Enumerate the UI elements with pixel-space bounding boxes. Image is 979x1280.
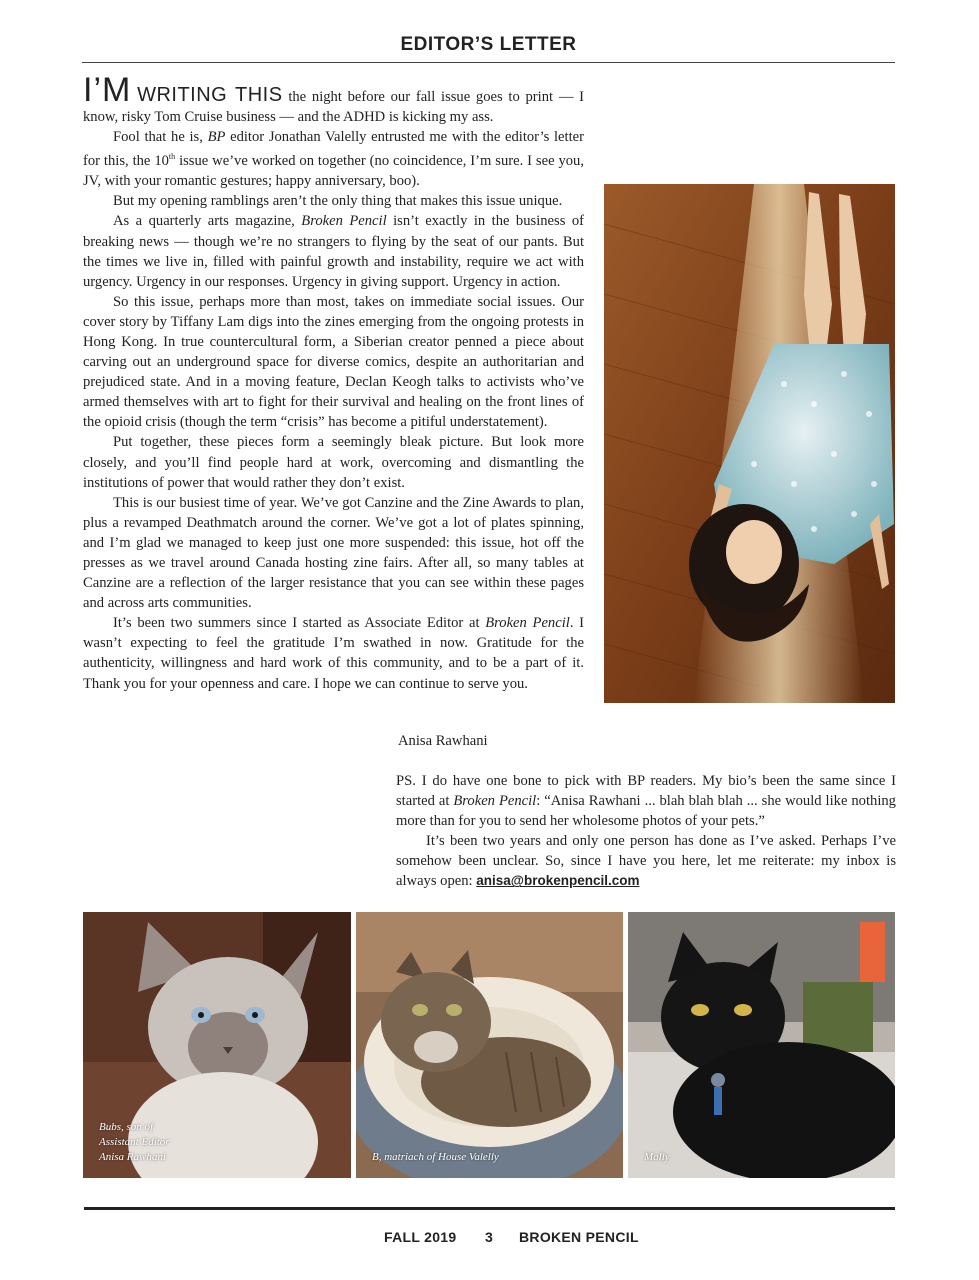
caption-b: B, matriach of House Valelly: [372, 1151, 499, 1163]
footer-page-number: 3: [485, 1229, 494, 1245]
lead-initial: I’M: [83, 71, 132, 109]
magazine-name: Broken Pencil: [453, 793, 537, 810]
ps2-text: It’s been two years and only one person has done as I’ve asked. Perhaps I’ve somehow been unclear. So, since I have you here, let me reiterate: my inbox is always open:: [396, 833, 896, 890]
header-divider: [82, 62, 895, 63]
bp-abbrev: BP: [207, 129, 226, 146]
paragraph-3: But my opening ramblings aren’t the only thing that makes this issue unique.: [113, 193, 563, 210]
postscript: [396, 771, 896, 892]
ps-paragraph-2: [396, 831, 896, 891]
ps-paragraph-1: [396, 771, 896, 831]
p4-text-a: As a quarterly arts magazine,: [113, 213, 295, 230]
p2-text-c: issue we’ve worked on together (no coincidence, I’m sure. I see you, JV, with your romantic gestures; happy anniversary, boo).: [83, 153, 584, 190]
cat-photo-molly: [628, 912, 895, 1178]
magazine-name: Broken Pencil: [301, 213, 387, 230]
p4-text-b: isn’t exactly in the business of breaking news — though we’re no strangers to flying by the seat of our pants. But the times we live in, filled with painful growth and instability, require we act with urgency. Urgency in our responses. Urgency in giving support. Urgency in action.: [83, 213, 585, 290]
editor-photo: [604, 184, 895, 703]
section-title: EDITOR’S LETTER: [400, 34, 577, 55]
caption-molly: Molly: [644, 1151, 670, 1163]
p8-text-a: It’s been two summers since I started as Associate Editor at: [113, 615, 480, 632]
paragraph-2: [83, 127, 584, 191]
p8-text-b: . I wasn’t expecting to feel the gratitude I’m swathed in now. Gratitude for the authenticity, willingness and hard work of this community, and to be a part of it. Thank you for your openness and care. I hope we can continue to serve you.: [83, 615, 585, 692]
footer-magazine-name: BROKEN PENCIL: [519, 1229, 639, 1245]
footer-divider: [84, 1207, 895, 1210]
paragraph-7: This is our busiest time of year. We’ve got Canzine and the Zine Awards to plan, plus a revamped Deathmatch around the corner. We’ve got a lot of plates spinning, and I’m glad we managed to keep just one more suspended: this issue, hot off the presses as we travel around Canada hosting zine fairs. After all, so many tables at Canzine are a reflection of the larger resistance that you can see within these pages and across arts communities.: [83, 494, 584, 612]
footer-issue: FALL 2019: [384, 1229, 457, 1245]
editors-letter-body: [83, 71, 585, 694]
signature: Anisa Rawhani: [398, 733, 488, 749]
cat-photo-bubs: [83, 912, 351, 1178]
paragraph-6: Put together, these pieces form a seemingly bleak picture. But look more closely, and you’ll find people hard at work, overcoming and dismantling the institutions of power that would rather they don’t exist.: [83, 434, 584, 491]
paragraph-4: [83, 211, 584, 291]
ps1-text-a: PS. I do have one bone to pick with BP readers. My bio’s been the same since I started at: [396, 773, 896, 810]
p2-text-b: editor Jonathan Valelly entrusted me with the editor’s letter for this, the 10: [83, 129, 584, 170]
magazine-name: Broken Pencil: [485, 615, 570, 632]
cat-photo-b: [356, 912, 623, 1178]
ordinal-suffix: th: [168, 152, 176, 162]
paragraph-1-text: the night before our fall issue goes to print — I know, risky Tom Cruise business — and the ADHD is kicking my ass.: [83, 89, 585, 126]
email-link[interactable]: anisa@brokenpencil.com: [476, 873, 640, 889]
ps1-text-b: : “Anisa Rawhani ... blah blah blah ... she would like nothing more than for you to send her wholesome photos of your pets.”: [396, 793, 896, 830]
caption-bubs: Bubs, son of Assistant Editor Anisa Rawhani: [99, 1121, 170, 1163]
paragraph-1: [83, 71, 585, 127]
p2-text-a: Fool that he is,: [113, 129, 203, 146]
paragraph-5: So this issue, perhaps more than most, takes on immediate social issues. Our cover story by Tiffany Lam digs into the zines emerging from the ongoing protests in Hong Kong. In true countercultural form, a Siberian creator penned a piece about carving out an underground space for diverse comics, despite an authoritarian and prejudiced state. And in a moving feature, Declan Keogh talks to activists who’ve armed themselves with art to fight for their survival and healing on the front lines of the opioid crisis (though the term “crisis” has become a pitiful understatement).: [83, 293, 584, 431]
lead-caps: WRITING THIS: [137, 84, 283, 106]
paragraph-8: [83, 613, 584, 693]
